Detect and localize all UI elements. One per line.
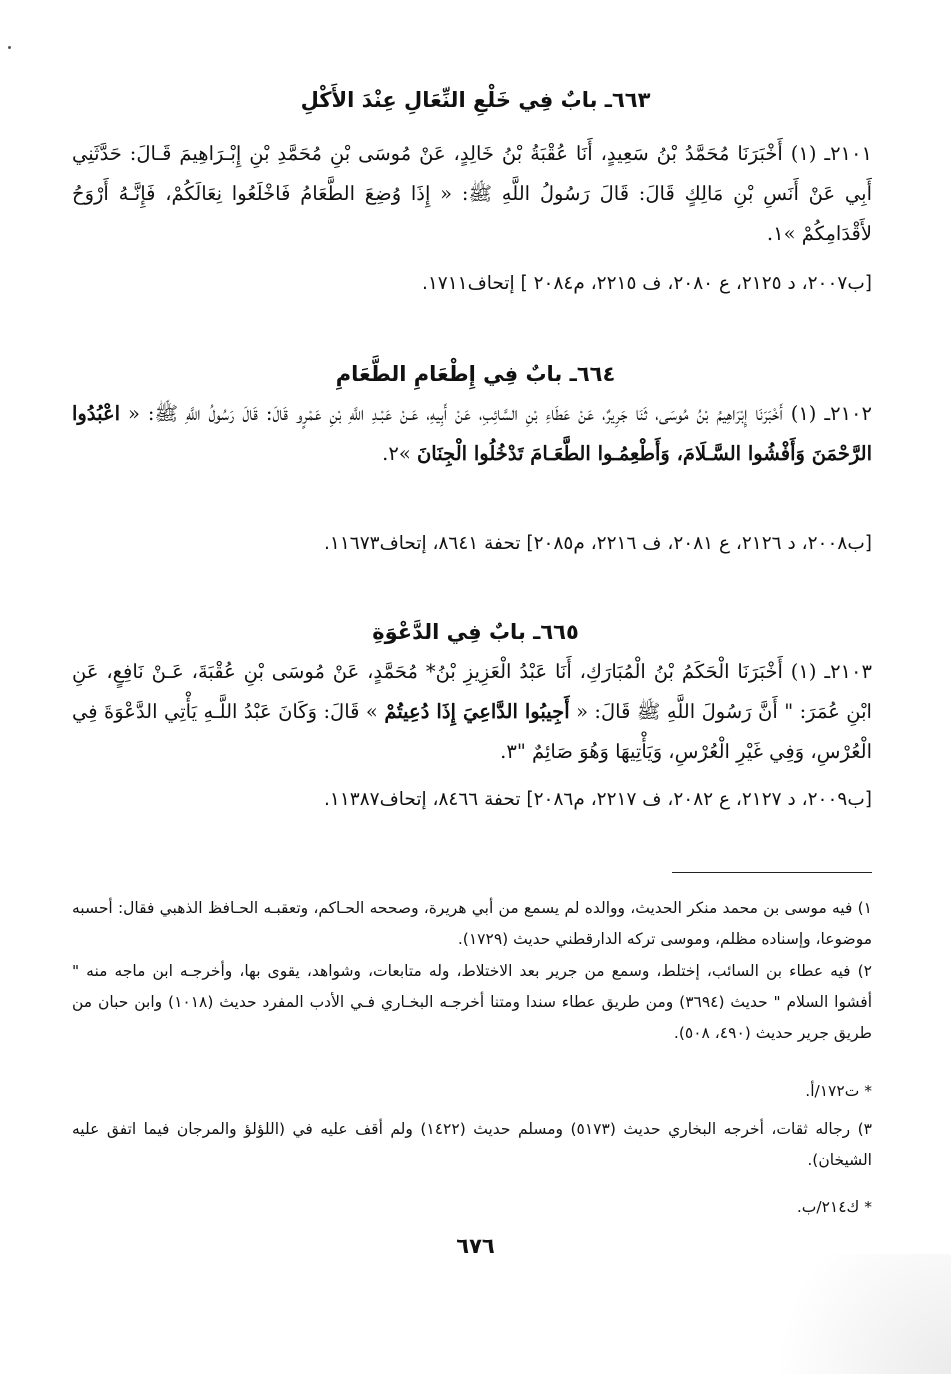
hadith-2102-isnad: ٢١٠٢ـ (١) أَخْبَرَنَا إِبْرَاهِيمُ بْنُ مُوسَى، ثَنَا جَرِيرٌ، عَنْ عَطَاءِ بْنِ السَّائِبِ، عَنْ أَبِيهِ، عَـنْ عَبْـدِ اللَّهِ بْنِ عَمْرٍو قَالَ: قَالَ رَسُولُ اللَّهِ ﷺ: « bbox=[120, 402, 872, 425]
references-2102: [ب٢٠٠٨، د ٢١٢٦، ع ٢٠٨١، ف ٢٢١٦، م٢٠٨٥] تحفة ٨٦٤١، إتحاف١١٦٧٣. bbox=[324, 533, 872, 554]
hadith-2103-matn: أَجِيبُوا الدَّاعِيَ إِذَا دُعِيتُمْ bbox=[384, 700, 570, 723]
hadith-2103 bbox=[72, 652, 872, 772]
hadith-2102 bbox=[72, 394, 872, 474]
footnote-2: ٢) فيه عطاء بن السائب، إختلط، وسمع من جرير بعد الاختلاط، وله متابعات، وشواهد، يقوى بها، وأخرجـه ابن ماجه منه " أفشوا السلام " حديث (٣٦٩٤) ومن طريق عطاء سندا ومتنا أخرجـه البخـاري فـي الأدب المفرد حديث (١٠١٨) وابن حبان من طريق جرير حديث (٤٩٠، ٥٠٨). bbox=[72, 962, 872, 1042]
chapter-title-663: ٦٦٣ـ بابٌ فِي خَلْعِ النِّعَالِ عِنْدَ الأَكْلِ bbox=[300, 88, 651, 112]
scan-grain bbox=[731, 1254, 951, 1374]
hadith-2103-isnad: ٢١٠٣ـ (١) أَخْبَرَنَا الْحَكَمُ بْنُ الْمُبَارَكِ، أَنَا عَبْدُ الْعَزِيزِ بْنُ* مُحَمَّدٍ، عَنْ مُوسَى بْنِ عُقْبَةَ، عَـنْ نَافِعٍ، عَنِ ابْنِ عُمَرَ: " أَنَّ رَسُولَ اللَّهِ ﷺ قَالَ: « bbox=[72, 660, 872, 723]
hadith-2102-close: »٢. bbox=[382, 442, 417, 465]
footnote-1: ١) فيه موسى بن محمد منكر الحديث، ووالده لم يسمع من أبي هريرة، وصححه الحـاكم، وتعقبـه الحـافظ الذهبي فقال: أحسبه موضوعا، وإسناده مظلم، وموسى تركه الدارقطني حديث (١٧٢٩). bbox=[72, 899, 872, 948]
references-2103: [ب٢٠٠٩، د ٢١٢٧، ع ٢٠٨٢، ف ٢٢١٧، م٢٠٨٦] تحفة ٨٤٦٦، إتحاف١١٣٨٧. bbox=[324, 789, 872, 810]
manuscript-marker-1: * ت١٧٢/أ. bbox=[805, 1082, 872, 1100]
page-number: ٦٧٦ bbox=[456, 1234, 495, 1258]
hadith-2103-close: » قَالَ: وَكَانَ عَبْدُ اللَّـهِ يَأْتِي الدَّعْوَةَ فِي الْعُرْسِ، وَفِي غَيْرِ الْعُرْسِ، وَيَأْتِيهَا وَهُوَ صَائِمٌ "٣. bbox=[72, 700, 872, 763]
scan-speck bbox=[8, 46, 11, 49]
references-2101: [ب٢٠٠٧، د ٢١٢٥، ع ٢٠٨٠، ف ٢٢١٥، م٢٠٨٤ ] إتحاف١٧١١. bbox=[421, 273, 872, 294]
manuscript-marker-2: * ك٢١٤/ب. bbox=[796, 1198, 872, 1216]
footnote-3: ٣) رجاله ثقات، أخرجه البخاري حديث (٥١٧٣) ومسلم حديث (١٤٢٢) ولم أقف عليه في (اللؤلؤ والمرجان فيما اتفق عليه الشيخان). bbox=[72, 1120, 872, 1169]
hadith-2102-matn: اعْبُدُوا الرَّحْمَنَ وَأَفْشُوا السَّـلَامَ، وَأَطْعِمُـوا الطَّعَـامَ تَدْخُلُوا الْجِنَانَ bbox=[72, 402, 872, 465]
chapter-title-665: ٦٦٥ـ بابٌ فِي الدَّعْوَةِ bbox=[372, 620, 579, 644]
footnote-separator bbox=[672, 872, 872, 873]
chapter-title-664: ٦٦٤ـ بابٌ فِي إِطْعَامِ الطَّعَامِ bbox=[335, 362, 616, 386]
hadith-2101: ٢١٠١ـ (١) أَخْبَرَنَا مُحَمَّدُ بْنُ سَعِيدٍ، أَنَا عُقْبَةُ بْنُ خَالِدٍ، عَنْ مُوسَى بْنِ مُحَمَّدِ بْنِ إِبْـرَاهِيمَ قَـالَ: حَدَّثَنِي أَبِي عَنْ أَنَسِ بْنِ مَالِكٍ قَالَ: قَالَ رَسُولُ اللَّهِ ﷺ: « إِذَا وُضِعَ الطَّعَامُ فَاخْلَعُوا نِعَالَكُمْ، فَإِنَّـهُ أَرْوَحُ لأَقْدَامِكُمْ »١. bbox=[72, 142, 872, 245]
